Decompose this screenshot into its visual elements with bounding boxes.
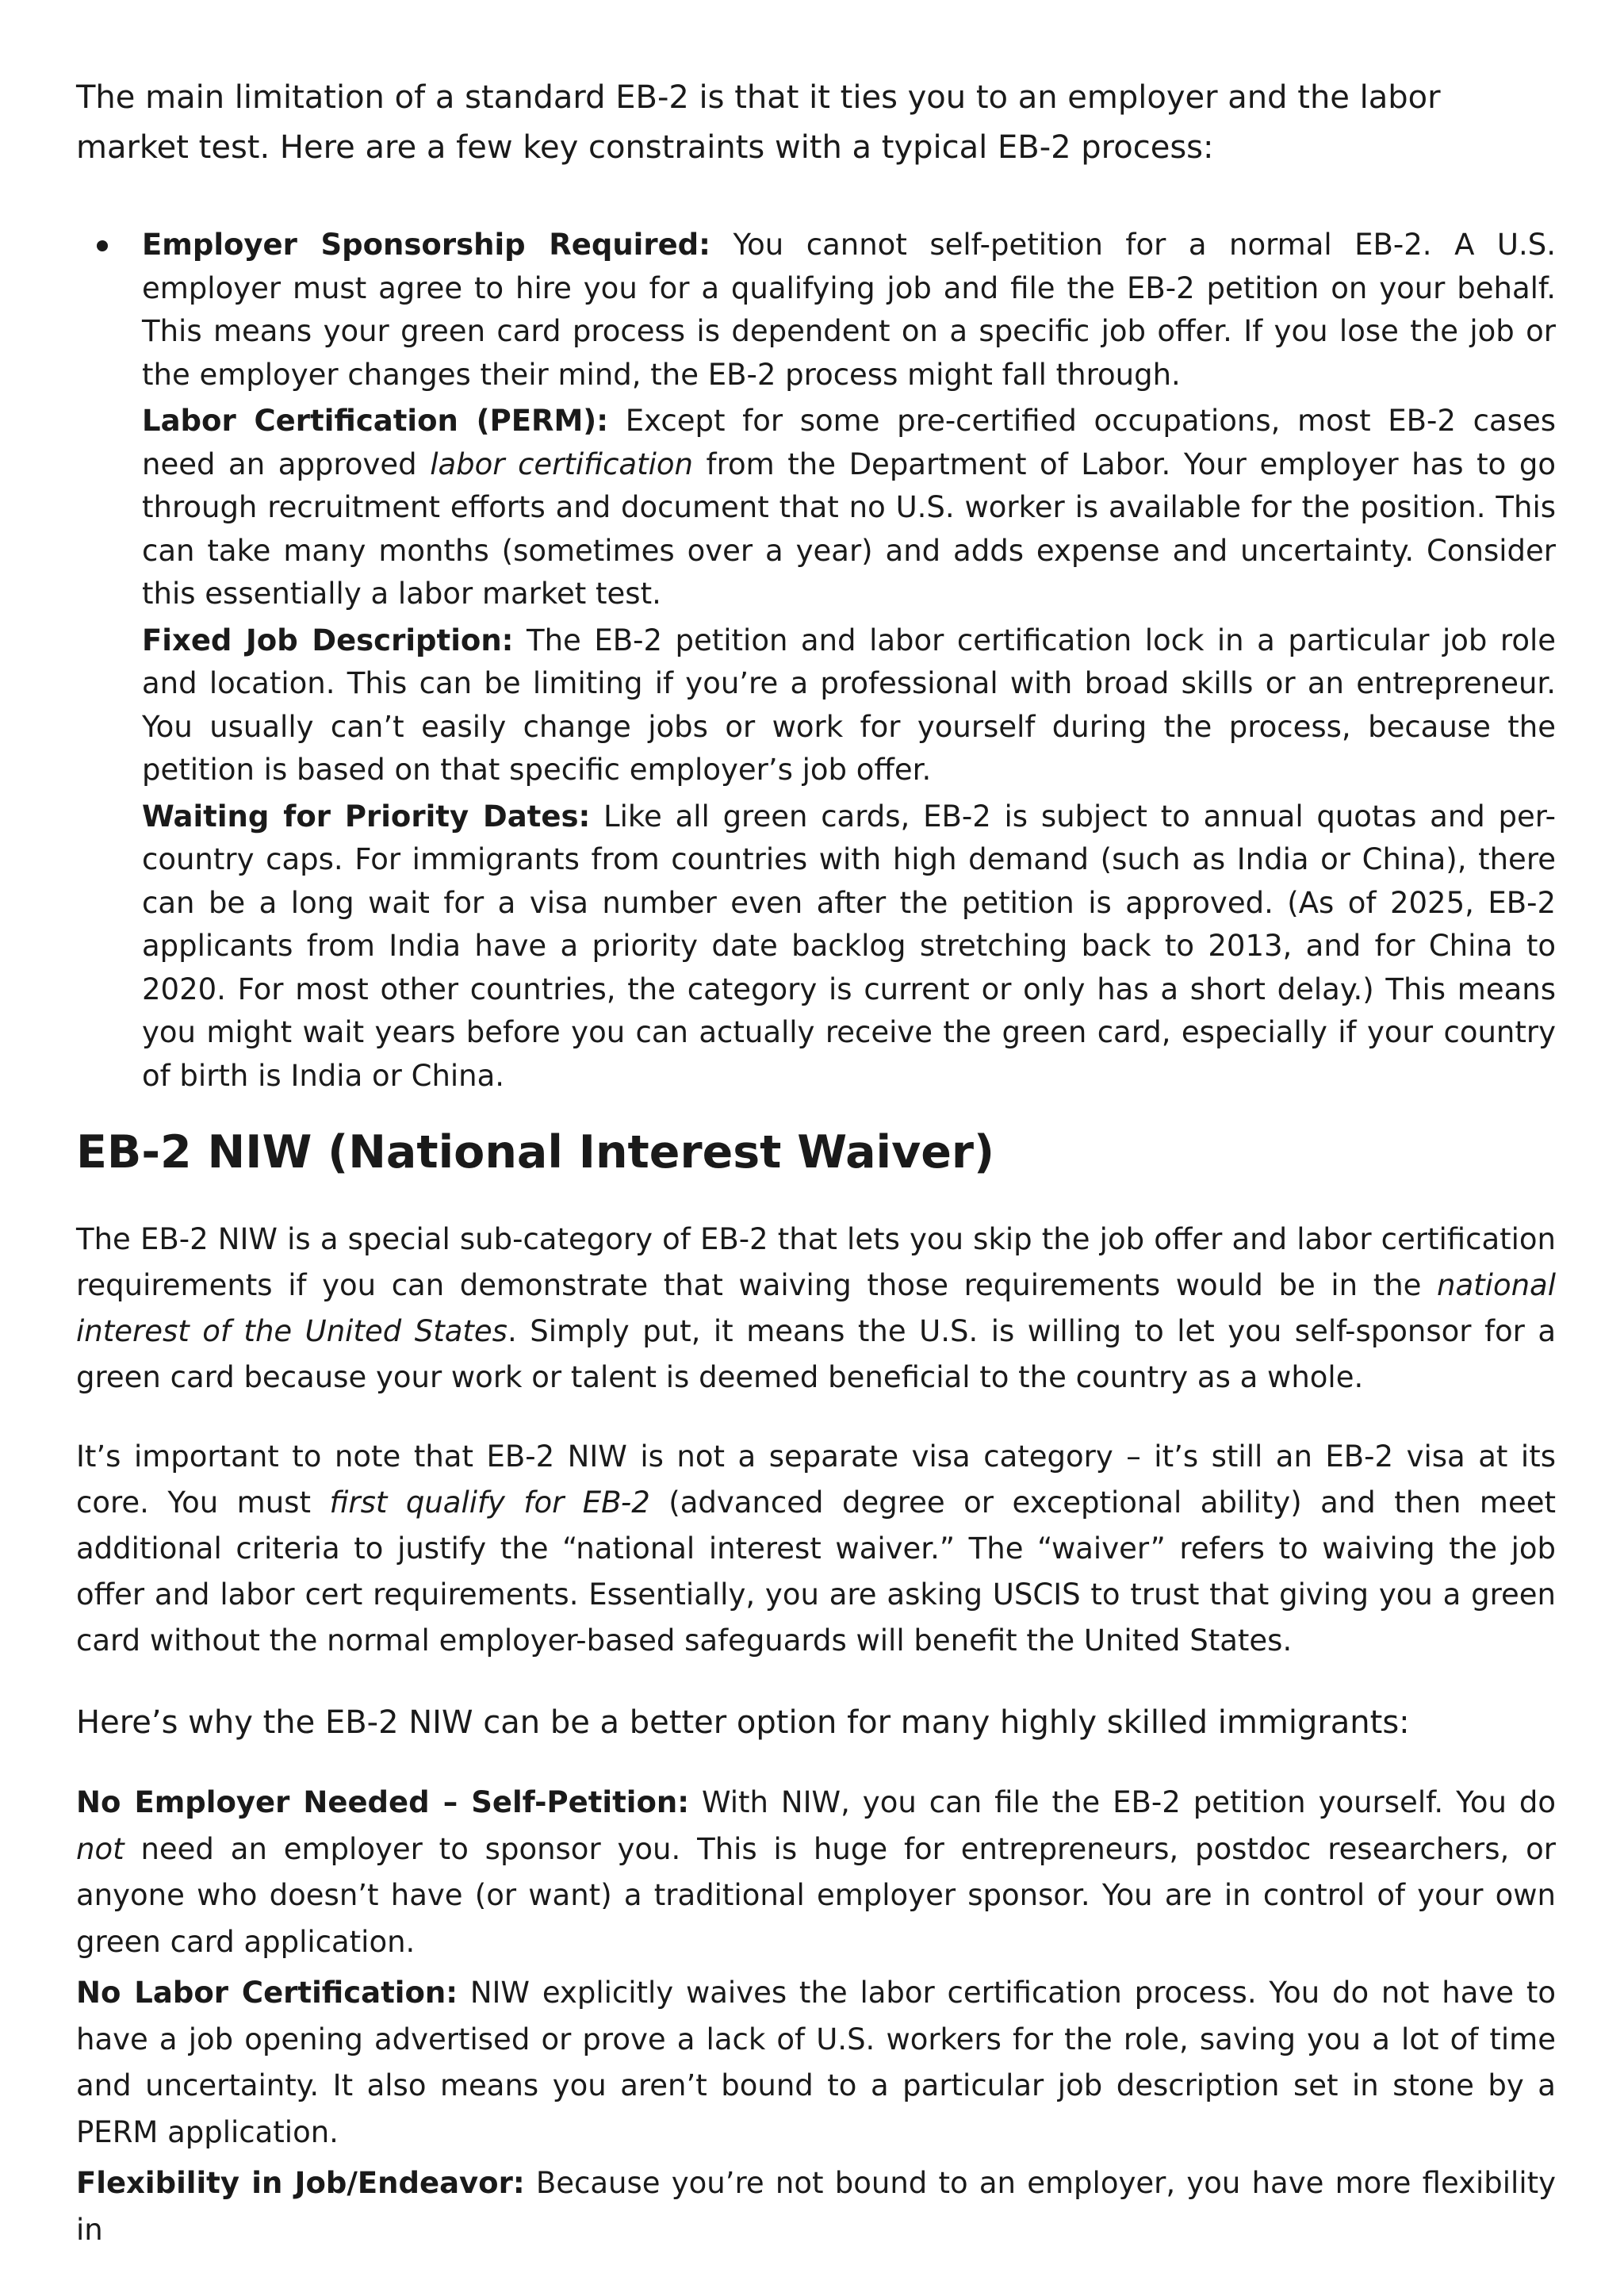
para-emphasis: first qualify for EB-2	[329, 1485, 650, 1520]
item-title: Employer Sponsorship Required:	[142, 228, 710, 262]
item-text: You cannot self-petition for a normal EB-2. A U.S. employer must agree to hire you for a qualifying job and file the EB-2 petition on your behalf. This means your green card process is dependent on a specific job offer. If you lose the job or the employer changes their mind, the EB-2 process might fall through.	[142, 228, 1556, 392]
para-text: . Simply put, it means the U.S. is willing to let you self-sponsor for a green card because your work or talent is deemed beneficial to the country as a whole.	[76, 1314, 1556, 1394]
list-item-labor-certification	[76, 400, 1556, 616]
item-emphasis: labor certification	[430, 447, 693, 481]
list-item-priority-dates	[76, 795, 1556, 1098]
item-text: Like all green cards, EB-2 is subject to annual quotas and per-country caps. For immigrants from countries with high demand (such as India or China), there can be a long wait for a visa number even after the petition is approved. (As of 2025, EB-2 applicants from India have a priority date backlog stretching back to 2013, and for China to 2020. For most other countries, the category is current or only has a short delay.) This means you might wait years before you can actually receive the green card, especially if your country of birth is India or China.	[142, 799, 1557, 1093]
intro-paragraph: The main limitation of a standard EB-2 is that it ties you to an employer and the labor market test. Here are a few key constraints with a typical EB-2 process:	[76, 79, 1441, 166]
para-emphasis: national interest of the United States	[76, 1268, 1556, 1348]
list-item-fixed-job	[76, 619, 1556, 792]
item-text: from the Department of Labor. Your employer has to go through recruitment efforts and document that no U.S. worker is available for the position. This can take many months (sometimes over a year) and adds expense and uncertainty. Consider this essentially a labor market test.	[142, 447, 1556, 611]
section-heading: EB-2 NIW (National Interest Waiver)	[76, 1126, 995, 1179]
bullet-icon	[97, 240, 108, 251]
benefit-title: No Employer Needed – Self-Petition:	[76, 1785, 689, 1819]
benefit-title: No Labor Certification:	[76, 1976, 458, 2010]
niw-paragraph-2	[76, 1434, 1556, 1664]
constraints-list	[76, 224, 1556, 1098]
benefit-text: NIW explicitly waives the labor certification process. You do not have to have a job opening advertised or prove a lack of U.S. workers for the role, saving you a lot of time and uncertainty. It also means you aren’t bound to a particular job description set in stone by a PERM application.	[76, 1976, 1557, 2149]
para-text: The EB-2 NIW is a special sub-category of EB-2 that lets you skip the job offer and labor certification requirements if you can demonstrate that waiving those requirements would be in the	[76, 1222, 1556, 1302]
benefit-title: Flexibility in Job/Endeavor:	[76, 2166, 525, 2200]
why-intro: Here’s why the EB-2 NIW can be a better option for many highly skilled immigrants:	[76, 1704, 1410, 1741]
item-title: Fixed Job Description:	[142, 623, 514, 657]
item-text: Except for some pre-certified occupations, most EB-2 cases need an approved	[142, 404, 1556, 481]
niw-paragraph-1	[76, 1217, 1556, 1401]
para-text: It’s important to note that EB-2 NIW is not a separate visa category – it’s still an EB-2 visa at its core. You must	[76, 1439, 1556, 1520]
item-text: The EB-2 petition and labor certification lock in a particular job role and location. This can be limiting if you’re a professional with broad skills or an entrepreneur. You usually can’t easily change jobs or work for yourself during the process, because the petition is based on that specific employer’s job offer.	[142, 623, 1556, 787]
benefit-no-labor-cert	[76, 1970, 1556, 2156]
benefit-text: need an employer to sponsor you. This is huge for entrepreneurs, postdoc researchers, or anyone who doesn’t have (or want) a traditional employer sponsor. You are in control of your own green card application.	[76, 1831, 1556, 1959]
document-page	[76, 73, 1556, 2253]
benefit-emphasis: not	[76, 1831, 124, 1866]
item-title: Waiting for Priority Dates:	[142, 799, 591, 834]
benefit-text: With NIW, you can file the EB-2 petition yourself. You do	[689, 1785, 1556, 1819]
item-title: Labor Certification (PERM):	[142, 404, 609, 438]
benefit-self-petition	[76, 1780, 1556, 1965]
para-text: (advanced degree or exceptional ability) and then meet additional criteria to justify the “national interest waiver.” The “waiver” refers to waiving the job offer and labor cert requirements. Essentially, you are asking USCIS to trust that giving you a green card without the normal employer-based safeguards will benefit the United States.	[76, 1485, 1556, 1658]
list-item-employer-sponsorship	[76, 224, 1556, 397]
benefit-flexibility	[76, 2160, 1556, 2253]
benefit-text: Because you’re not bound to an employer, you have more flexibility in	[76, 2166, 1556, 2247]
